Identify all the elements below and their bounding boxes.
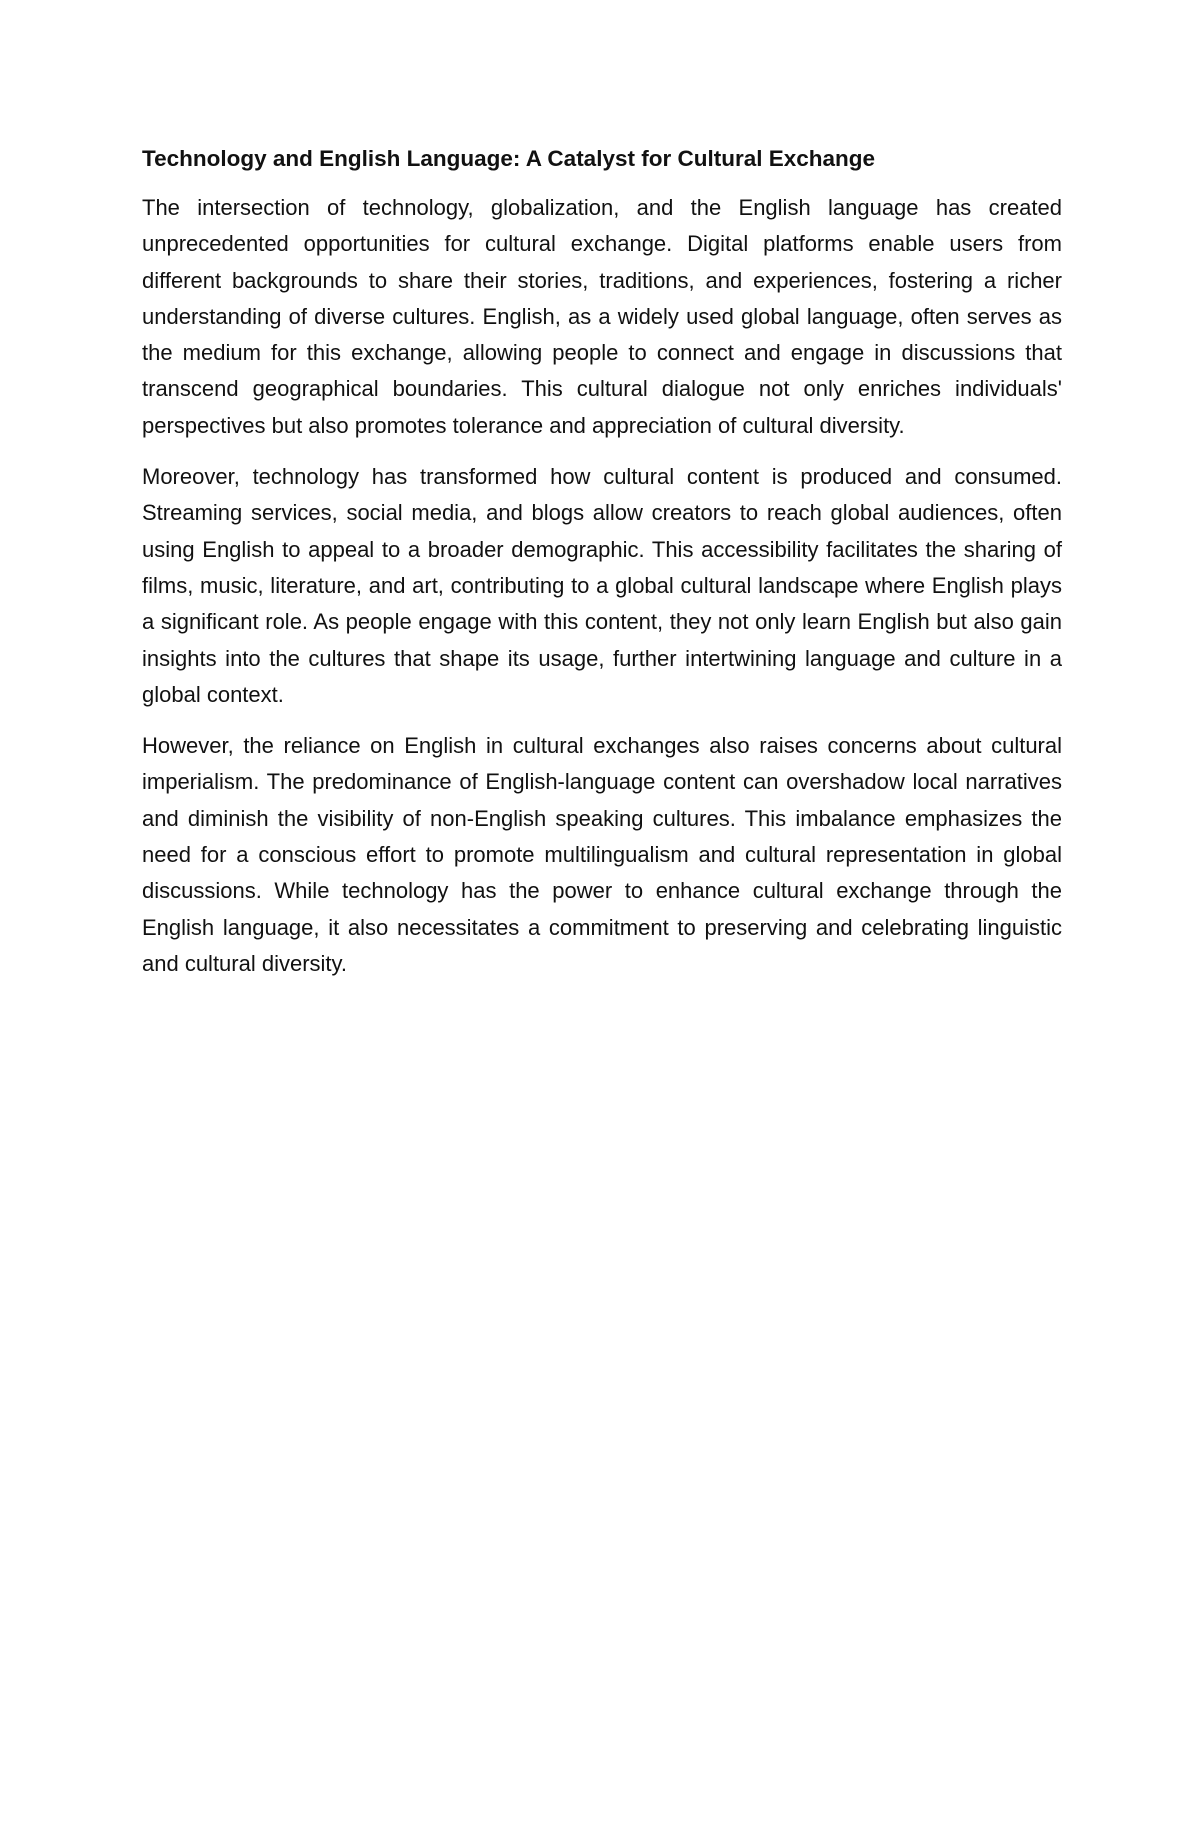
document-body xyxy=(142,142,1062,997)
document-title: Technology and English Language: A Catalyst for Cultural Exchange xyxy=(142,146,876,171)
paragraph-cultural-content: Moreover, technology has transformed how cultural content is produced and consumed. Streaming services, social media, and blogs allow creators to reach global audiences, often using English to appeal to a broader demographic. This accessibility facilitates the sharing of films, music, literature, and art, contributing to a global cultural landscape where English plays a significant role. As people engage with this content, they not only learn English but also gain insights into the cultures that shape its usage, further intertwining language and culture in a global context. xyxy=(142,464,1062,707)
paragraph-cultural-imperialism: However, the reliance on English in cultural exchanges also raises concerns about cultural imperialism. The predominance of English-language content can overshadow local narratives and diminish the visibility of non-English speaking cultures. This imbalance emphasizes the need for a conscious effort to promote multilingualism and cultural representation in global discussions. While technology has the power to enhance cultural exchange through the English language, it also necessitates a commitment to preserving and celebrating linguistic and cultural diversity. xyxy=(142,733,1062,976)
paragraph-technology-globalization: The intersection of technology, globalization, and the English language has created unprecedented opportunities for cultural exchange. Digital platforms enable users from different backgrounds to share their stories, traditions, and experiences, fostering a richer understanding of diverse cultures. English, as a widely used global language, often serves as the medium for this exchange, allowing people to connect and engage in discussions that transcend geographical boundaries. This cultural dialogue not only enriches individuals' perspectives but also promotes tolerance and appreciation of cultural diversity. xyxy=(142,195,1062,438)
